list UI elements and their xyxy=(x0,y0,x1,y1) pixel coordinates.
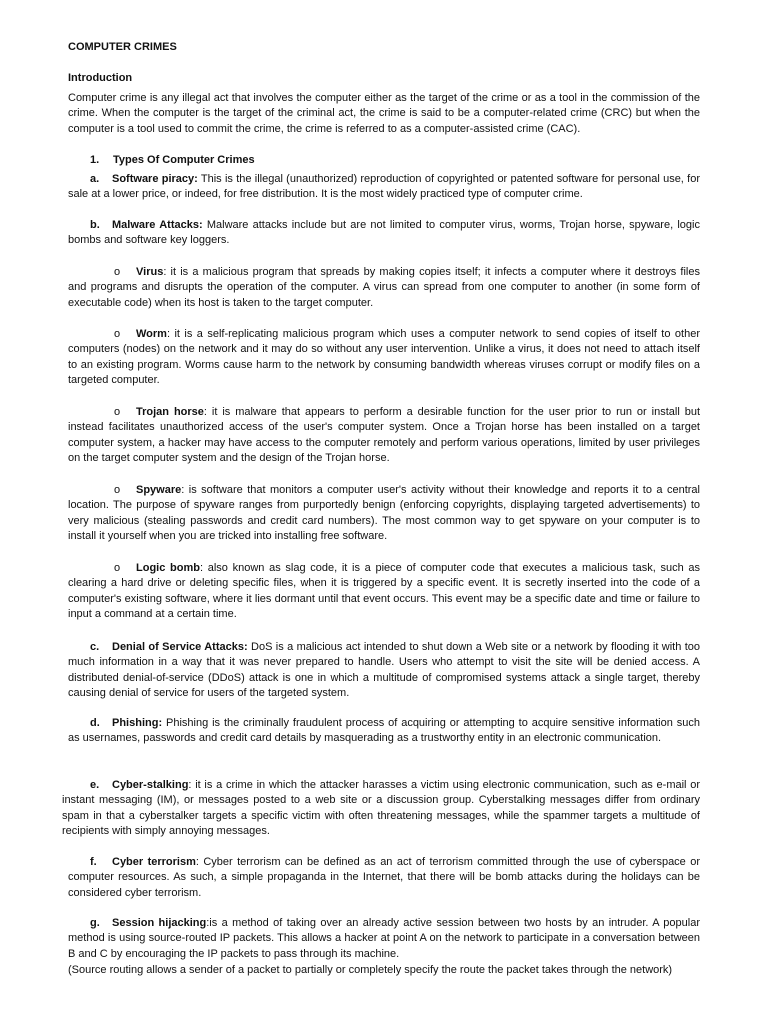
intro-paragraph: Computer crime is any illegal act that involves the computer either as the target of the crime or as a tool in the commission of the crime. When the computer is the target of the criminal act, the crime is said to be a computer-related crime (CRC) but when the computer is a tool used to commit the crime, the crime is referred to as a computer-assisted crime (CAC). xyxy=(68,92,700,135)
item-text: :is a method of taking over an already active session between two hosts by an intruder. A popular method is using source-routed IP packets. This allows a hacker at point A on the network to participate in a conversation between B and C by encouraging the IP packets to pass through its machine. xyxy=(68,917,700,960)
item-text: : also known as slag code, it is a piece of computer code that executes a malicious task, such as clearing a hard drive or deleting specific files, when it is triggered by a specific event. It is secretly inserted into the code of a computer's existing software, where it lies dormant until that event occurs. This event may be a specific date and time or failure to input a command at a certain time. xyxy=(68,562,701,621)
item-cyber-terrorism xyxy=(68,855,700,901)
item-term: Denial of Service Attacks: xyxy=(112,641,248,653)
bullet-marker: o xyxy=(114,562,121,574)
item-text: DoS is a malicious act intended to shut down a Web site or a network by flooding it with too much information in a way that it was never prepared to handle. Users who attempt to visit the site will be denied access. A distributed denial-of-service (DDoS) attack is one in which a multitude of compromised systems attack a single target, thereby causing denial of service for users of the targeted system. xyxy=(68,641,700,700)
item-cyber-stalking xyxy=(62,778,700,840)
item-text: : it is a malicious program that spreads by making copies itself; it infects a computer where it destroys files and programs and disrupts the operation of the computer. A virus can spread from one computer to another (in some form of executable code) when its host is taken to the target computer. xyxy=(68,266,700,309)
subitem-trojan-horse xyxy=(68,405,700,467)
item-text: This is the illegal (unauthorized) reproduction of copyrighted or patented software for personal use, for sale at a lower price, or indeed, for free distribution. It is the most widely practiced type of computer crime. xyxy=(68,173,700,201)
item-marker: g. xyxy=(90,917,100,929)
item-text: : it is malware that appears to perform a desirable function for the user prior to run or install but instead facilitates unauthorized access of the user's computer system. Once a Trojan horse has been installed on a target computer system, a hacker may have access to the computer remotely and perform various operations, limited by user privileges on the target computer system and the design of the Trojan horse. xyxy=(68,406,700,465)
item-text: Malware attacks include but are not limited to computer virus, worms, Trojan horse, spyware, logic bombs and software key loggers. xyxy=(68,219,700,247)
item-marker: d. xyxy=(90,717,100,729)
item-marker: e. xyxy=(90,779,100,791)
session-hijacking-note: (Source routing allows a sender of a packet to partially or completely specify the route the packet takes through the network) xyxy=(68,964,673,976)
item-phishing xyxy=(68,716,700,747)
item-term: Virus xyxy=(136,266,164,278)
bullet-marker: o xyxy=(114,328,121,340)
item-denial-of-service xyxy=(68,640,700,702)
item-text: : is software that monitors a computer user's activity without their knowledge and reports it to a central location. The purpose of spyware ranges from purportedly benign (enforcing copyrights, displaying targeted advertisements) to very malicious (stealing passwords and credit card numbers). The most common way to get spyware on your computer is to install it yourself when you are tricked into installing free software. xyxy=(68,484,700,543)
item-term: Worm xyxy=(136,328,167,340)
item-term: Software piracy: xyxy=(112,173,198,185)
item-term: Cyber terrorism xyxy=(112,856,196,868)
subitem-virus xyxy=(68,265,700,311)
intro-heading: Introduction xyxy=(68,72,133,84)
item-marker: b. xyxy=(90,219,100,231)
item-term: Malware Attacks: xyxy=(112,219,203,231)
item-term: Trojan horse xyxy=(136,406,204,418)
section-label: Types Of Computer Crimes xyxy=(113,154,255,166)
item-malware-attacks xyxy=(68,218,700,249)
bullet-marker: o xyxy=(114,484,121,496)
item-marker: f. xyxy=(90,856,97,868)
item-text: : it is a self-replicating malicious program which uses a computer network to send copies of itself to other computers (nodes) on the network and it may do so without any user intervention. Unlike a virus, it does not need to attach itself to an existing program. Worms cause harm to the network by consuming bandwidth whereas viruses corrupt or modify files on a targeted computer. xyxy=(68,328,700,387)
subitem-worm xyxy=(68,327,700,389)
item-text: Phishing is the criminally fraudulent process of acquiring or attempting to acquire sensitive information such as usernames, passwords and credit card details by masquerading as a trustworthy entity in an electronic communication. xyxy=(68,717,700,745)
section-number: 1. xyxy=(90,154,100,166)
item-term: Spyware xyxy=(136,484,182,496)
item-term: Session hijacking xyxy=(112,917,207,929)
item-term: Phishing: xyxy=(112,717,163,729)
document-title: COMPUTER CRIMES xyxy=(68,41,177,53)
item-term: Logic bomb xyxy=(136,562,200,574)
item-marker: c. xyxy=(90,641,100,653)
bullet-marker: o xyxy=(114,266,121,278)
item-marker: a. xyxy=(90,173,100,185)
subitem-spyware xyxy=(68,483,700,545)
subitem-logic-bomb xyxy=(68,561,700,623)
item-software-piracy xyxy=(68,172,700,203)
item-text: : Cyber terrorism can be defined as an act of terrorism committed through the use of cyberspace or computer resources. As such, a simple propaganda in the Internet, that there will be bomb attacks during the holidays can be considered cyber terrorism. xyxy=(68,856,700,899)
item-session-hijacking xyxy=(68,916,700,962)
item-term: Cyber-stalking xyxy=(112,779,189,791)
section-heading xyxy=(90,153,255,168)
bullet-marker: o xyxy=(114,406,121,418)
item-text: : it is a crime in which the attacker harasses a victim using electronic communication, such as e-mail or instant messaging (IM), or messages posted to a web site or a discussion group. Cyberstalking messages differ from ordinary spam in that a cyberstalker targets a specific victim with often threatening messages, while the spammer targets a multitude of recipients with simply annoying messages. xyxy=(62,779,700,838)
